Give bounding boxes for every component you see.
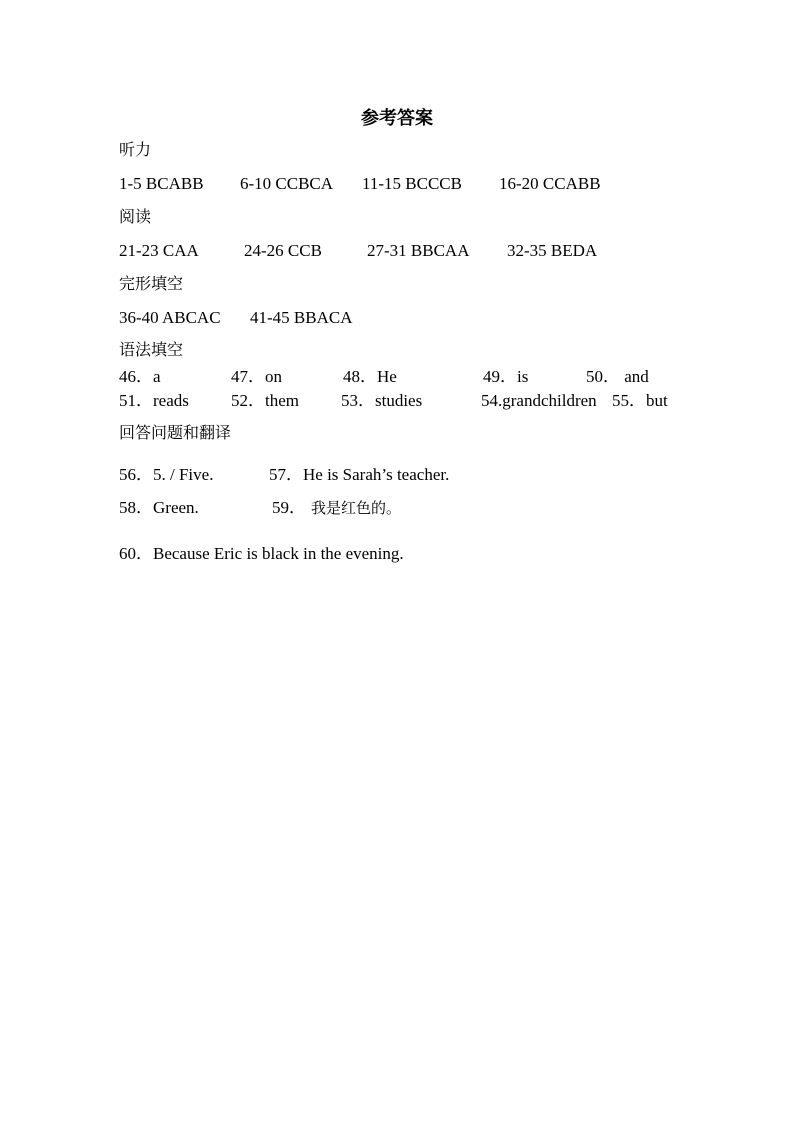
section-heading-reading: 阅读 [119, 207, 152, 226]
answer-item-translation: 我是红色的。 [311, 499, 402, 517]
answer-item: 60．Because Eric is black in the evening. [119, 544, 404, 563]
section-heading-grammar: 语法填空 [119, 340, 184, 359]
answer-item: 55．but [612, 391, 668, 410]
answer-item: 47．on [231, 367, 282, 386]
answer-item: 56．5. / Five. [119, 465, 214, 484]
answer-item: 51．reads [119, 391, 189, 410]
page-title: 参考答案 [361, 108, 433, 129]
answer-group: 41-45 BBACA [250, 308, 353, 327]
answer-item: 48．He [343, 367, 397, 386]
answer-group: 36-40 ABCAC [119, 308, 221, 327]
answer-item-number: 59． [272, 498, 306, 517]
answer-item: 53．studies [341, 391, 423, 410]
answer-item: 58．Green. [119, 498, 199, 517]
answer-group: 24-26 CCB [244, 241, 322, 260]
section-heading-cloze: 完形填空 [119, 274, 184, 293]
answer-group: 32-35 BEDA [507, 241, 598, 260]
answer-item: 57．He is Sarah’s teacher. [269, 465, 450, 484]
section-heading-listening: 听力 [119, 140, 152, 159]
answer-item: 46．a [119, 367, 161, 386]
answer-group: 11-15 BCCCB [362, 174, 462, 193]
answer-group: 6-10 CCBCA [240, 174, 334, 193]
answer-group: 27-31 BBCAA [367, 241, 470, 260]
answer-group: 16-20 CCABB [499, 174, 601, 193]
answer-item: 50． and [586, 367, 649, 386]
section-heading-qa: 回答问题和翻译 [119, 423, 232, 442]
answer-item: 49．is [483, 367, 529, 386]
answer-group: 21-23 CAA [119, 241, 199, 260]
answer-item: 52．them [231, 391, 299, 410]
answer-group: 1-5 BCABB [119, 174, 204, 193]
answer-item: 54.grandchildren [481, 391, 597, 410]
